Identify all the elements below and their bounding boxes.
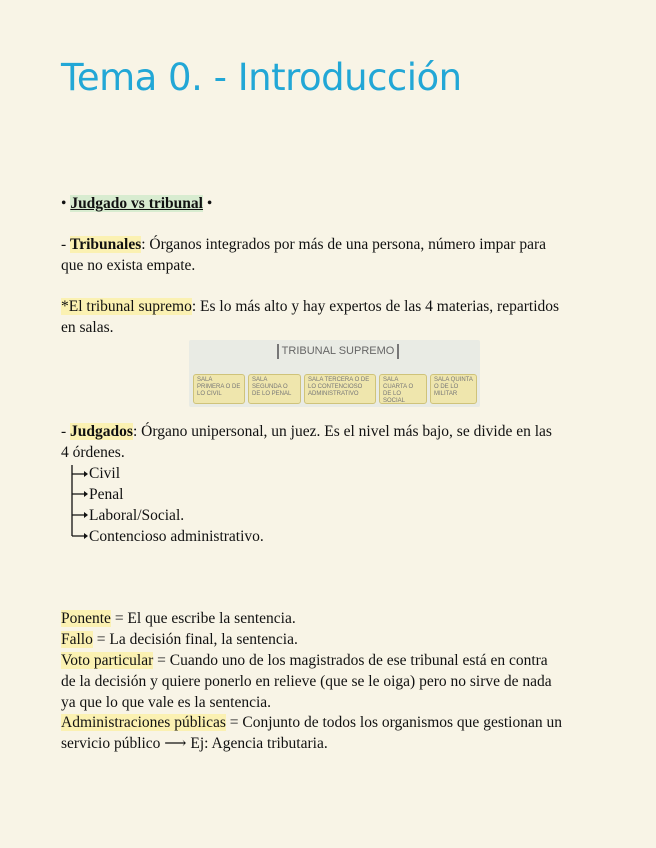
juzgados-term: Judgados [70, 423, 133, 440]
sala-box: SALA CUARTA O DE LO SOCIAL [379, 374, 427, 404]
voto-definition: = Cuando uno de los magistrados de ese tribunal está en contra [153, 652, 548, 669]
ponente-term: Ponente [61, 610, 111, 627]
tribunales-term: Tribunales [70, 236, 142, 253]
orden-item: Contencioso administrativo. [89, 528, 264, 545]
fallo-definition: = La decisión final, la sentencia. [92, 631, 298, 648]
orden-item: Penal [89, 486, 124, 503]
tribunales-line-1 [61, 234, 546, 255]
glossary-admin-1 [61, 712, 562, 733]
glossary-voto-3: ya que lo que vale es la sentencia. [61, 694, 272, 711]
orden-item: Laboral/Social. [89, 507, 185, 524]
juzgados-line-1 [61, 421, 552, 442]
sala-box: SALA TERCERA O DE LO CONTENCIOSO ADMINISTRATIVO [304, 374, 376, 404]
supremo-line-1 [61, 296, 559, 317]
admin-definition: = Conjunto de todos los organismos que gestionan un [225, 714, 562, 731]
bullet: • [61, 195, 67, 212]
glossary-voto-1 [61, 650, 548, 671]
glossary-admin-2: servicio público ⟶ Ej: Agencia tributaria. [61, 735, 328, 752]
supremo-definition: : Es lo más alto y hay expertos de las 4 materias, repartidos [191, 298, 560, 315]
diagram-header: TRIBUNAL SUPREMO [277, 344, 399, 359]
sala-box: SALA SEGUNDA O DE LO PENAL [248, 374, 301, 404]
dash: - [61, 423, 71, 440]
glossary-fallo [61, 629, 298, 650]
supremo-term: *El tribunal supremo [61, 298, 192, 315]
sala-box: SALA PRIMERA O DE LO CIVIL [193, 374, 245, 404]
tribunales-line-2: que no exista empate. [61, 257, 196, 274]
voto-term: Voto particular [61, 652, 154, 669]
ponente-definition: = El que escribe la sentencia. [110, 610, 296, 627]
section-title: Judgado vs tribunal [70, 195, 203, 212]
juzgados-definition: : Órgano unipersonal, un juez. Es el nivel más bajo, se divide en las [132, 423, 552, 440]
fallo-term: Fallo [61, 631, 93, 648]
tribunal-supremo-diagram [189, 340, 480, 407]
bullet: • [206, 195, 213, 212]
juzgados-line-2: 4 órdenes. [61, 444, 125, 461]
tribunales-definition: : Órganos integrados por más de una persona, número impar para [141, 236, 546, 253]
orden-item: Civil [89, 465, 121, 482]
supremo-line-2: en salas. [61, 319, 114, 336]
admin-term: Administraciones públicas [61, 714, 226, 731]
glossary-voto-2: de la decisión y quiere ponerlo en relieve (que se le oiga) pero no sirve de nada [61, 673, 552, 690]
section-heading [61, 193, 212, 214]
sala-box: SALA QUINTA O DE LO MILITAR [430, 374, 477, 404]
page-title: Tema 0. - Introducción [61, 56, 462, 99]
dash: - [61, 236, 71, 253]
glossary-ponente [61, 608, 296, 629]
